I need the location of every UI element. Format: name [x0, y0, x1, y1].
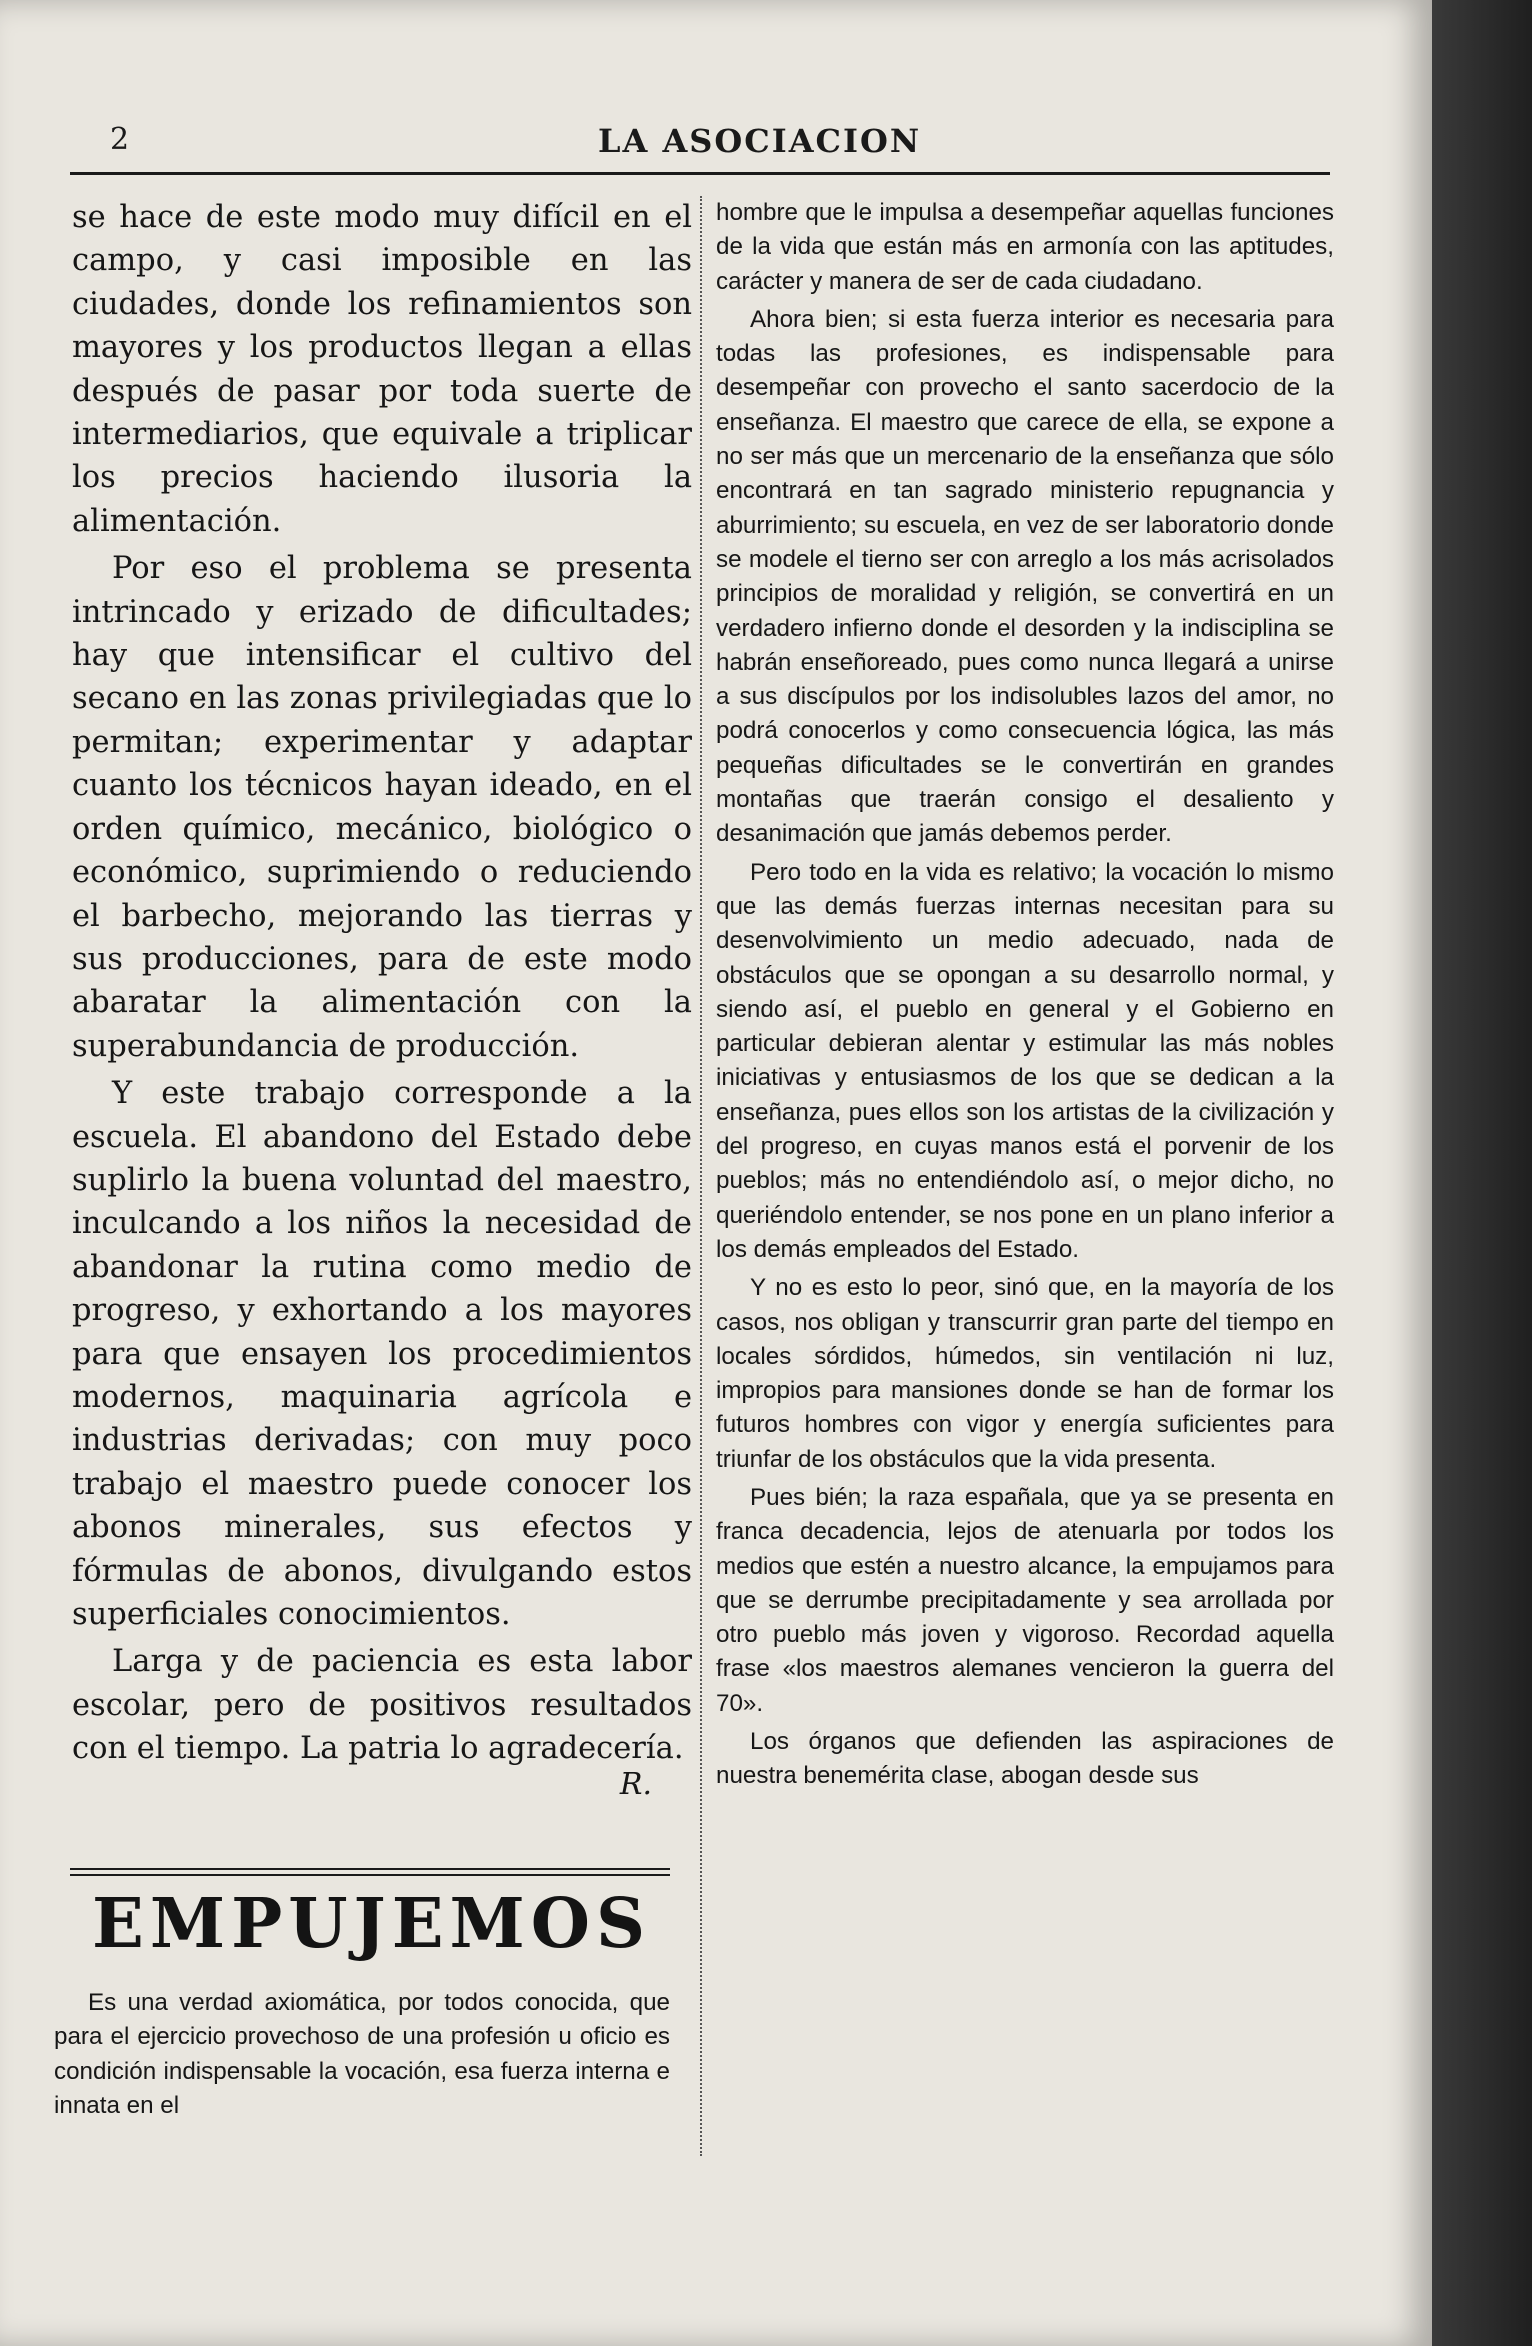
header-rule	[70, 172, 1330, 175]
page-header	[88, 122, 1318, 168]
right-paragraph: Y no es esto lo peor, sinó que, en la mayoría de los casos, nos obligan y transcurrir gran parte del tiempo en locales sórdidos, húmedos, sin ventilación ni luz, impropios para mansiones donde se han de formar los futuros hombres con vigor y energía suficientes para triunfar de los obstáculos que la vida presenta.	[716, 1274, 1334, 1473]
journal-title: LA ASOCIACION	[598, 122, 922, 160]
section-intro-paragraph: Es una verdad axiomática, por todos conocida, que para el ejercicio provechoso de una profesión u oficio es condición indispensable la vocación, esa fuerza interna e innata en el	[54, 1989, 670, 2119]
right-column	[716, 196, 1334, 1798]
section-title: EMPUJEMOS	[92, 1884, 652, 1964]
page-number: 2	[110, 122, 130, 157]
left-column	[72, 196, 692, 1802]
left-paragraph: se hace de este modo muy difícil en el campo, y casi imposible en las ciudades, donde los refinamientos son mayores y los productos llegan a ellas después de pasar por toda suerte de intermediarios, que equivale a triplicar los precios haciendo ilusoria la alimentación.	[72, 200, 692, 539]
page-edge-shadow	[1432, 0, 1532, 2346]
right-paragraph: Pues bién; la raza españala, que ya se presenta en franca decadencia, lejos de atenuarla por todos los medios que estén a nuestro alcance, la empujamos para que se derrumbe precipitadamente y sea arrollada por otro pueblo más joven y vigoroso. Recordad aquella frase «los maestros alemanes vencieron la guerra del 70».	[716, 1483, 1334, 1717]
right-paragraph: Los órganos que defienden las aspiraciones de nuestra benemérita clase, abogan desde sus	[716, 1728, 1334, 1790]
section-intro-column	[54, 1986, 670, 2127]
right-paragraph: Ahora bien; si esta fuerza interior es necesaria para todas las profesiones, es indispensable para desempeñar con provecho el santo sacerdocio de la enseñanza. El maestro que carece de ella, se expone a no ser más que un mercenario de la enseñanza que sólo encontrará en tan sagrado ministerio repugnancia y aburrimiento; su escuela, en vez de ser laboratorio donde se modele el tierno ser con arreglo a los más acrisolados principios de moralidad y religión, se convertirá en un verdadero infierno donde el desorden y la indisciplina se habrán enseñoreado, pues como nunca llegará a unirse a sus discípulos por los indisolubles lazos del amor, no podrá conocerlos y como consecuencia lógica, las más pequeñas dificultades se le convertirán en grandes montañas que traerán consigo el desaliento y desanimación que jamás debemos perder.	[716, 305, 1334, 848]
section-divider	[70, 1868, 670, 1876]
left-paragraph: Por eso el problema se presenta intrincado y erizado de dificultades; hay que intensificar el cultivo del secano en las zonas privilegiadas que lo permitan; experimentar y adaptar cuanto los técnicos hayan ideado, en el orden químico, mecánico, biológico o económico, suprimiendo o reduciendo el barbecho, mejorando las tierras y sus producciones, para de este modo abaratar la alimentación con la superabundancia de producción.	[72, 551, 692, 1064]
column-divider	[700, 196, 703, 2156]
right-paragraph: hombre que le impulsa a desempeñar aquellas funciones de la vida que están más en armonía con las aptitudes, carácter y manera de ser de cada ciudadano.	[716, 199, 1334, 295]
right-paragraph: Pero todo en la vida es relativo; la vocación lo mismo que las demás fuerzas internas necesitan para su desenvolvimiento un medio adecuado, nada de obstáculos que se opongan a su desarrollo normal, y siendo así, el pueblo en general y el Gobierno en particular debieran alentar y estimular las más nobles iniciativas y entusiasmos de los que se dedican a la enseñanza, pues ellos son los artistas de la civilización y del progreso, en cuyas manos está el porvenir de los pueblos; más no entendiéndolo así, o mejor dicho, no queriéndolo entender, se nos pone en un plano inferior a los demás empleados del Estado.	[716, 858, 1334, 1263]
left-paragraph: Y este trabajo corresponde a la escuela. El abandono del Estado debe suplirlo la buena voluntad del maestro, inculcando a los niños la necesidad de abandonar la rutina como medio de progreso, y exhortando a los mayores para que ensayen los procedimientos modernos, maquinaria agrícola e industrias derivadas; con muy poco trabajo el maestro puede conocer los abonos minerales, sus efectos y fórmulas de abonos, divulgando estos superficiales conocimientos.	[72, 1076, 692, 1632]
article-signature: R.	[619, 1766, 652, 1802]
left-paragraph: Larga y de paciencia es esta labor escolar, pero de positivos resultados con el tiempo. La patria lo agradecería.	[72, 1644, 692, 1767]
